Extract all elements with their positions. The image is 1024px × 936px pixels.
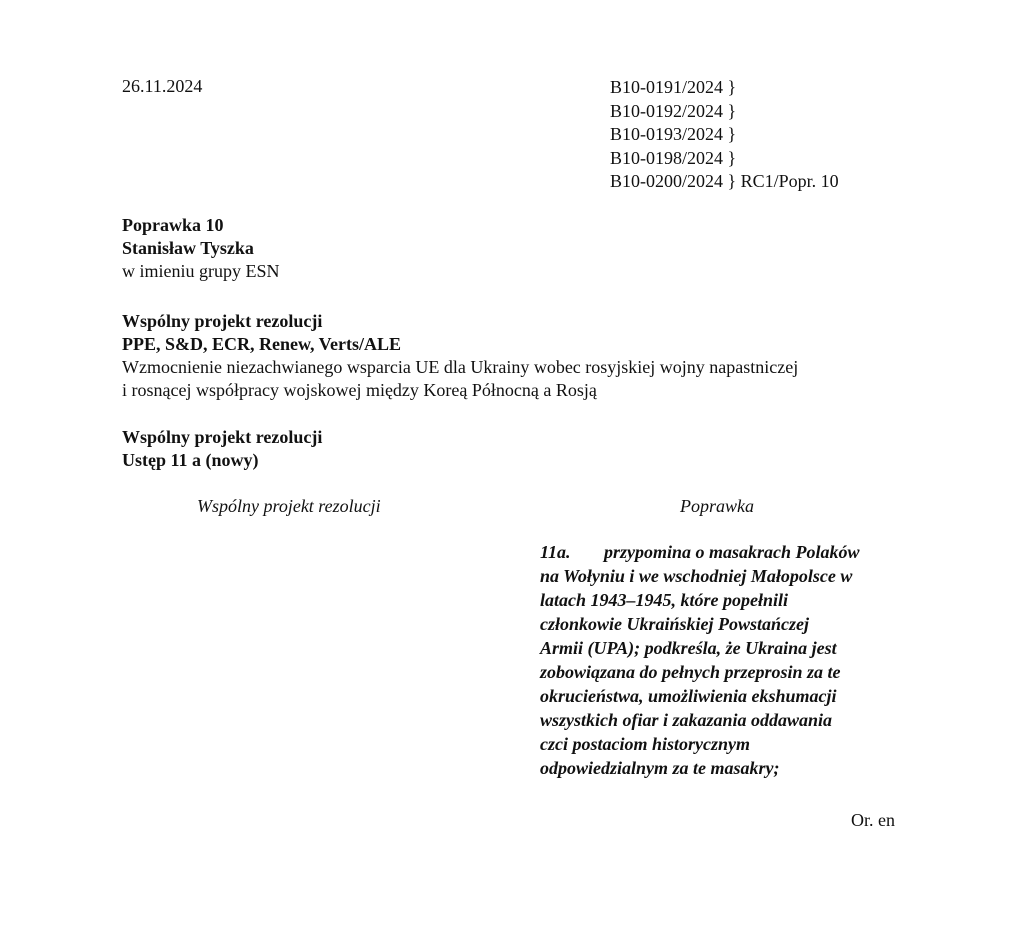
amendment-text (540, 540, 920, 780)
left-column-header: Wspólny projekt rezolucji (197, 496, 381, 516)
amendment-info (122, 214, 280, 283)
document-date: 26.11.2024 (122, 76, 203, 96)
amendment-line: wszystkich ofiar i zakazania oddawania (540, 710, 833, 730)
amendment-author: Stanisław Tyszka (122, 238, 254, 258)
resolution-subject-line: Wzmocnienie niezachwianego wsparcia UE dla Ukrainy wobec rosyjskiej wojny napastniczej (122, 357, 799, 377)
reference-numbers (610, 76, 839, 194)
amendment-line: czci postaciom historycznym (540, 734, 750, 754)
resolution-info (122, 310, 798, 402)
reference-line: B10-0191/2024 } (610, 77, 737, 97)
reference-line: B10-0200/2024 } RC1/Popr. 10 (610, 171, 839, 191)
amendment-line: na Wołyniu i we wschodniej Małopolsce w (540, 566, 853, 586)
right-column-header: Poprawka (680, 496, 754, 516)
resolution-label: Wspólny projekt rezolucji (122, 311, 323, 331)
amendment-line: Armii (UPA); podkreśla, że Ukraina jest (540, 638, 837, 658)
resolution-subject-line: i rosnącej współpracy wojskowej między Koreą Północną a Rosją (122, 380, 597, 400)
amendment-line: latach 1943–1945, które popełnili (540, 590, 789, 610)
reference-line: B10-0198/2024 } (610, 147, 737, 168)
original-language: Or. en (851, 810, 895, 830)
amendment-number: 11a. (540, 542, 571, 562)
amendment-line: okrucieństwa, umożliwienia ekshumacji (540, 686, 837, 706)
amendment-group: w imieniu grupy ESN (122, 261, 280, 281)
section-label: Wspólny projekt rezolucji (122, 427, 323, 447)
amendment-line: odpowiedzialnym za te masakry; (540, 758, 780, 778)
reference-line: B10-0193/2024 } (610, 124, 737, 144)
amendment-line: członkowie Ukraińskiej Powstańczej (540, 614, 810, 634)
amendment-line (540, 540, 920, 564)
resolution-groups: PPE, S&D, ECR, Renew, Verts/ALE (122, 334, 402, 354)
amendment-line: zobowiązana do pełnych przeprosin za te (540, 662, 841, 682)
reference-line: B10-0192/2024 } (610, 100, 737, 121)
section-paragraph: Ustęp 11 a (nowy) (122, 450, 259, 470)
section-info (122, 426, 322, 472)
amendment-line-text: przypomina o masakrach Polaków (604, 542, 860, 562)
amendment-title: Poprawka 10 (122, 215, 224, 235)
